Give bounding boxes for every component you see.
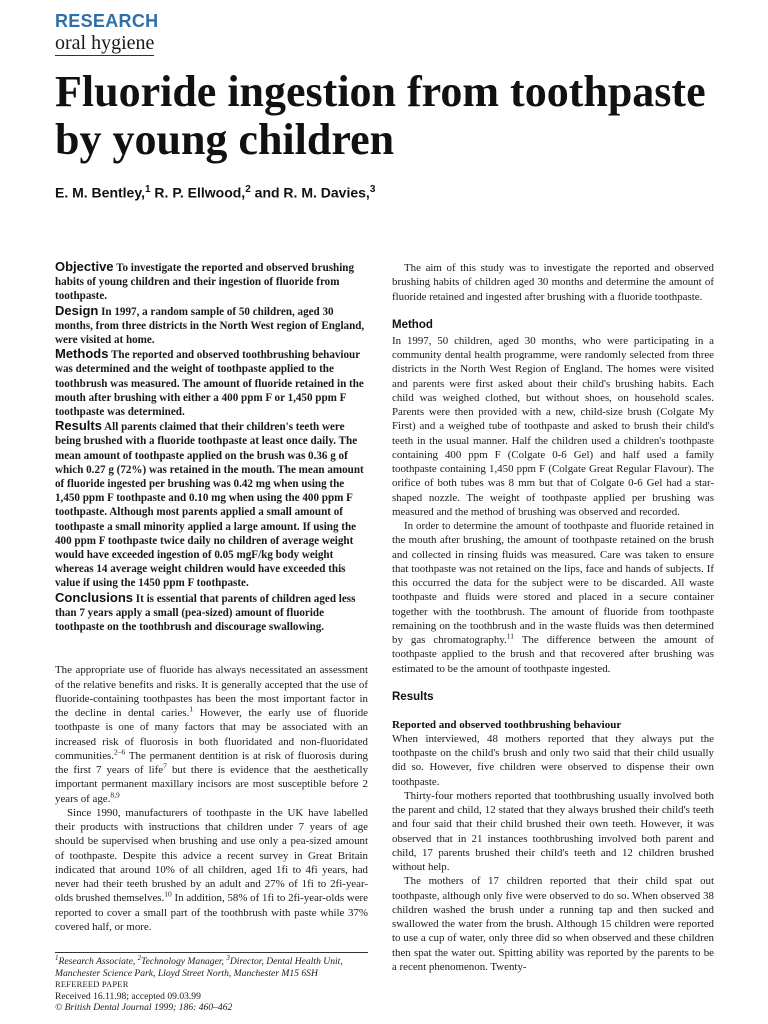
- affiliation-mark: 1: [55, 953, 59, 962]
- body-text: The difference between the amount of toothpaste applied to the brush and that recovered after brushing was estimated to be the amount of toothpaste ingested.: [392, 634, 714, 675]
- body-text: However, the early use of fluoride toothpaste is one of many factors that may be associated with an increased risk of fluorosis in both fluoridated and non-fluoridated communities.: [55, 707, 369, 762]
- author-name: E. M. Bentley,: [55, 184, 145, 201]
- author-affiliation-mark: 3: [369, 184, 376, 195]
- author-name: and R. M. Davies,: [250, 184, 370, 201]
- author-affiliation-mark: 2: [245, 184, 251, 195]
- affiliation-text: Director, Dental Health Unit, Manchester Science Park, Lloyd Street North, Manchester M15 6SH: [55, 956, 343, 979]
- subject-label: oral hygiene: [55, 32, 155, 54]
- abstract-design: [55, 304, 368, 348]
- results-heading: Results: [392, 690, 434, 703]
- method-paragraph: In 1997, 50 children, aged 30 months, who were participating in a community dental health programme, were randomly selected from three districts in the North West Region of England. The homes were visited and parents were first asked about their child's brushing habits. Each child was weighed clothed, but without shoes, on household scales. Parents were then provided with a new, child-size brush (Colgate My First) and a weighed tube of toothpaste and asked to brush their child's teeth in the usual manner. Half the children used a children's toothpaste containing 400 ppm F (Colgate 0-6 Gel) and half used a family toothpaste containing 1,450 ppm F (Colgate Great Regular Flavour). The orifice of both tubes was 8 mm but that of Colgate 0-6 Gel had a star-shaped nozzle. The weight of toothpaste applied per brushing was measured and the method of brushing was observed and recorded.: [392, 334, 714, 518]
- citation-mark: 7: [163, 761, 167, 771]
- results-subheading: Reported and observed toothbrushing behaviour: [392, 718, 622, 731]
- results-paragraph: When interviewed, 48 mothers reported that they always put the toothpaste on the child's brush and only two said that their child usually did so. However, five children were observed to dispense their own toothpaste.: [392, 732, 714, 788]
- left-column: [55, 260, 368, 934]
- abstract-text: The reported and observed toothbrushing behaviour was determined and the weight of toothpaste applied to the toothbrush was measured. The amount of fluoride retained in the mouth after brushing with either a 400 ppm F or 1,450 ppm F toothpaste was determined.: [55, 349, 364, 419]
- abstract-label: Conclusions: [55, 589, 134, 605]
- body-text: The permanent dentition is at risk of fluorosis during the first 7 years of life: [55, 749, 368, 777]
- abstract-text: All parents claimed that their children's teeth were being brushed with a fluoride toothpaste at least once daily. The mean amount of toothpaste applied on the brush was 0.36 g of which 0.27 g (72%) was retained in the mouth. The mean amount of fluoride ingested per brushing was 0.42 mg when using the 1,450 ppm F toothpaste and 0.10 mg when using the 400 ppm F toothpaste. Although most parents applied a small amount of toothpaste a small minority applied a large amount. If using the 400 ppm F toothpaste twice daily no children of average weight would have exceeded ingestion of 0.05 mgF/kg body weight whereas 14 average weight children would have exceeded this value if using the 1450 ppm F toothpaste.: [55, 421, 364, 590]
- results-paragraph: Thirty-four mothers reported that toothbrushing usually involved both the parent and child, 12 stated that they always brushed their child's teeth and four said that their child brushed their own teeth. However, it was observed that in 21 instances toothbrushing involved both parent and child, 17 parents brushed their child's teeth and 12 children brushed without help.: [392, 789, 714, 873]
- author-affiliations: [55, 953, 368, 979]
- footnote: [55, 952, 368, 1014]
- body-text: Since 1990, manufacturers of toothpaste in the UK have labelled their products with instructions that children under 7 years of age should be supervised when brushing and use only a pea-sized amount of toothpaste. Despite this advice a recent survey in Great Britain indicated that around 10% of all children, aged 1fi to 4fi years, had never had their teeth brushed by an adult and 27% of 1fi to 2fi-year-olds brushed themselves.: [55, 806, 368, 905]
- abstract-text: To investigate the reported and observed brushing habits of young children and their ingestion of fluoride from toothpaste.: [55, 262, 355, 303]
- citation-mark: 10: [164, 889, 172, 899]
- intro-paragraph: [55, 806, 368, 934]
- affiliation-mark: 2: [137, 953, 142, 962]
- abstract-label: Objective: [55, 259, 114, 274]
- method-paragraph: [392, 519, 714, 676]
- abstract-label: Methods: [55, 346, 109, 362]
- abstract-label: Design: [55, 302, 99, 318]
- intro-paragraph: [55, 663, 368, 806]
- article-title: Fluoride ingestion from toothpaste by young children: [55, 67, 706, 164]
- abstract: [55, 260, 368, 634]
- journal-citation: © British Dental Journal 1999; 186: 460–462: [55, 1002, 233, 1014]
- right-column: [392, 261, 714, 974]
- abstract-objective: [55, 260, 368, 304]
- author-list: [55, 184, 375, 201]
- body-text: In order to determine the amount of toothpaste and fluoride retained in the mouth after brushing, the amount of toothpaste retained on the brush and collected in rinsing fluids was measured. Care was taken to ensure that toothpaste was not retained on the lips, face and hands of subjects. If this occurred the data for the subject were to be discarded. All waste toothpaste and fluids were stored and placed in a secure container together with the toothbrush. The amount of fluoride from toothpaste remaining on the toothbrush and in the waste fluids was then determined by gas chromatography.: [392, 520, 714, 646]
- affiliation-mark: 3: [226, 953, 230, 962]
- abstract-label: Results: [55, 418, 102, 434]
- citation-mark: 11: [506, 631, 515, 641]
- abstract-text: In 1997, a random sample of 50 children, aged 30 months, from three districts in the North West region of England, were visited at home.: [55, 305, 365, 347]
- section-label: RESEARCH: [55, 11, 159, 31]
- body-text: In addition, 58% of 1fi to 2fi-year-olds were reported to cover a small part of the toothbrush with paste while 37% covered half, or more.: [55, 892, 368, 933]
- affiliation-text: Research Associate,: [58, 956, 138, 967]
- refereed-label: REFEREED PAPER: [55, 979, 129, 990]
- citation-mark: 8,9: [110, 789, 120, 799]
- affiliation-text: Technology Manager,: [141, 956, 227, 967]
- received-dates: Received 16.11.98; accepted 09.03.99: [55, 990, 201, 1002]
- aim-paragraph: The aim of this study was to investigate the reported and observed brushing habits of children aged 30 months and determine the amount of fluoride retained and ingested after brushing with a fluoride toothpaste.: [392, 262, 714, 303]
- body-text: but there is evidence that the aesthetically important permanent maxillary incisors are most susceptible before 2 years of age.: [55, 764, 369, 805]
- abstract-text: It is essential that parents of children aged less than 7 years apply a small (pea-sized) amount of fluoride toothpaste on the toothbrush and discourage swallowing.: [55, 592, 356, 634]
- results-paragraph: The mothers of 17 children reported that their child spat out toothpaste, although only five were observed to do so. When observed 38 children washed the brush under a running tap and then sucked and swallowed the water from the brush. Although 15 children were reported to use a cup of water, only three did so when observed and these children then spat the water out. Spitting ability was reported by the parents to be a recent phenomenon. Twenty-: [392, 875, 714, 973]
- author-name: R. P. Ellwood,: [150, 184, 246, 201]
- citation-mark: 1: [189, 704, 194, 714]
- introduction: [55, 663, 368, 934]
- method-heading: Method: [392, 318, 433, 331]
- abstract-methods: [55, 347, 368, 419]
- body-text: The appropriate use of fluoride has always necessitated an assessment of the relative benefits and risks. It is generally accepted that the use of fluoride-containing toothpastes has been the most important factor in the decline in dental caries.: [55, 664, 368, 720]
- author-affiliation-mark: 1: [144, 184, 151, 195]
- abstract-conclusions: [55, 591, 368, 635]
- citation-mark: 2–6: [113, 747, 126, 757]
- abstract-results: [55, 419, 368, 590]
